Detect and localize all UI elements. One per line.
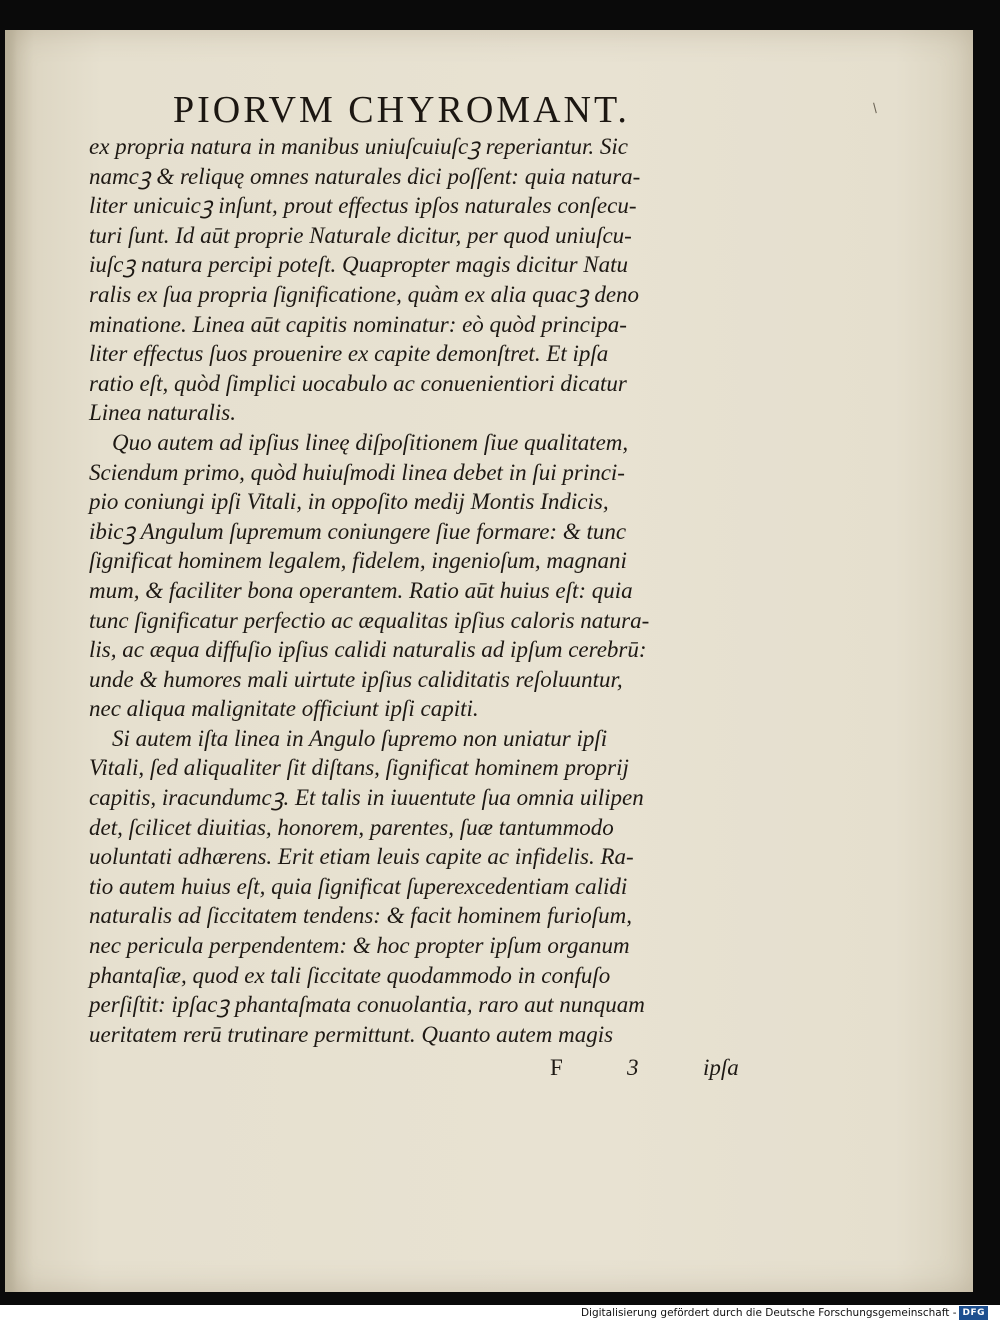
text-line: ibicꝫ Angulum ſupremum coniungere ſiue formare: & tunc bbox=[89, 518, 627, 544]
text-line: det, ſcilicet diuitias, honorem, parentes, ſuæ tantummodo bbox=[89, 814, 614, 840]
funding-footer bbox=[581, 1305, 988, 1321]
text-line: tunc ſignificatur perfectio ac æqualitas ipſius caloris natura- bbox=[89, 607, 650, 633]
text-line: mum, & faciliter bona operantem. Ratio aūt huius eſt: quia bbox=[89, 577, 633, 603]
text-line: namcꝫ & reliquę omnes naturales dici poſſent: quia natura- bbox=[89, 163, 641, 189]
text-line: nec aliqua malignitate officiunt ipſi capiti. bbox=[89, 696, 479, 722]
text-line: capitis, iracundumcꝫ. Et talis in iuuentute ſua omnia uilipen bbox=[89, 785, 644, 811]
text-line: turi ſunt. Id aūt proprie Naturale dicitur, per quod uniuſcu- bbox=[89, 222, 632, 248]
text-line: Linea naturalis. bbox=[89, 400, 236, 426]
text-line: uoluntati adhærens. Erit etiam leuis capite ac infidelis. Ra- bbox=[89, 844, 634, 870]
text-line: Vitali, ſed aliqualiter ſit diſtans, ſignificat hominem proprij bbox=[89, 755, 629, 781]
running-head: PIORVM CHYROMANT. bbox=[173, 89, 630, 131]
text-line: ex propria natura in manibus uniuſcuiuſcꝫ reperiantur. Sic bbox=[89, 134, 629, 159]
text-line: minatione. Linea aūt capitis nominatur: eò quòd principa- bbox=[89, 311, 627, 337]
text-line: Quo autem ad ipſius lineę diſpoſitionem ſiue qualitatem, bbox=[89, 429, 629, 455]
text-line: naturalis ad ſiccitatem tendens: & facit hominem furioſum, bbox=[89, 903, 632, 929]
funding-credit: Digitalisierung gefördert durch die Deutsche Forschungsgemeinschaft - bbox=[580, 1307, 957, 1319]
text-line: Si autem iſta linea in Angulo ſupremo non uniatur ipſi bbox=[89, 725, 608, 751]
text-line: liter unicuicꝫ inſunt, prout effectus ipſos naturales conſecu- bbox=[89, 193, 637, 219]
text-line: Sciendum primo, quòd huiuſmodi linea debet in ſui princi- bbox=[89, 459, 625, 485]
text-line: phantaſiæ, quod ex tali ſiccitate quodammodo in confuſo bbox=[89, 962, 611, 988]
signature-line bbox=[5, 1055, 973, 1085]
text-line: ratio eſt, quòd ſimplici uocabulo ac conuenientiori dicatur bbox=[89, 370, 627, 396]
text-line: unde & humores mali uirtute ipſius caliditatis reſoluuntur, bbox=[89, 666, 623, 692]
text-line: iuſcꝫ natura percipi poteſt. Quapropter magis dicitur Natu bbox=[89, 252, 629, 278]
text-line: tio autem huius eſt, quia ſignificat ſuperexcedentiam calidi bbox=[89, 873, 628, 899]
body-text bbox=[89, 132, 769, 1049]
margin-mark: / bbox=[869, 100, 881, 116]
book-page bbox=[5, 30, 973, 1292]
catchword: ipſa bbox=[703, 1055, 739, 1080]
text-line: ralis ex ſua propria ſignificatione, quàm ex alia quacꝫ deno bbox=[89, 281, 640, 307]
text-line: pio coniungi ipſi Vitali, in oppoſito medij Montis Indicis, bbox=[89, 489, 609, 515]
signature-mark: F bbox=[550, 1055, 563, 1080]
text-line: ſignificat hominem legalem, fidelem, ingenioſum, magnani bbox=[89, 548, 627, 574]
dfg-logo-icon: DFG bbox=[959, 1306, 988, 1320]
text-line: ueritatem rerū trutinare permittunt. Quanto autem magis bbox=[89, 1021, 614, 1047]
signature-number: 3 bbox=[627, 1055, 639, 1080]
text-line: liter effectus ſuos prouenire ex capite demonſtret. Et ipſa bbox=[89, 341, 609, 367]
text-line: nec pericula perpendentem: & hoc propter ipſum organum bbox=[89, 933, 630, 959]
text-line: lis, ac æqua diffuſio ipſius calidi naturalis ad ipſum cerebrū: bbox=[89, 637, 647, 663]
text-line: perſiſtit: ipſacꝫ phantaſmata conuolantia, raro aut nunquam bbox=[89, 992, 645, 1018]
